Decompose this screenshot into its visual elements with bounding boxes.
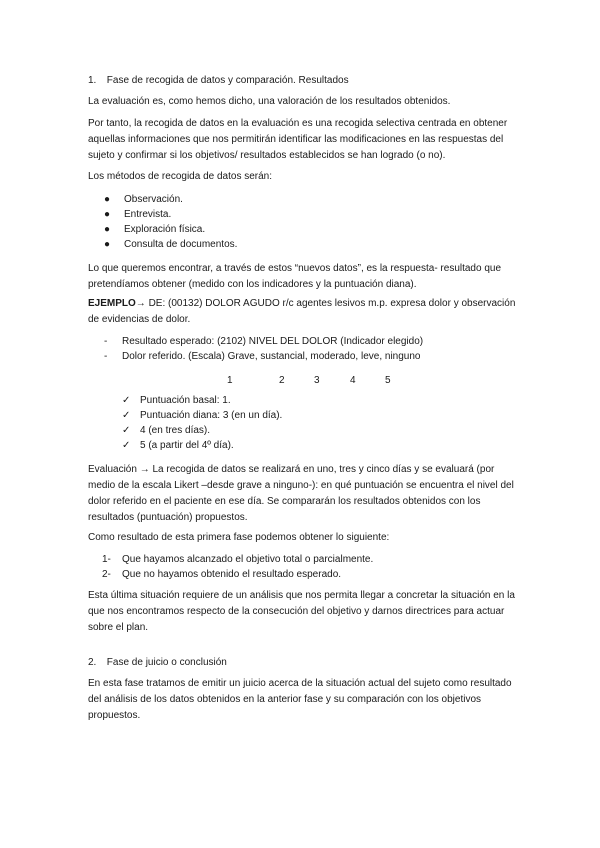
paragraph-new-data: Lo que queremos encontrar, a través de estos “nuevos datos”, es la respuesta- resultado que pretendíamos obtener (medido con los indicadores y la puntuación diana). <box>88 263 502 290</box>
scale-value: 4 <box>350 375 356 386</box>
section-1-heading <box>88 74 349 88</box>
list-item: ● Exploración física. <box>104 224 206 235</box>
bullet-icon: ● <box>104 194 111 205</box>
scale-value: 3 <box>314 375 320 386</box>
bullet-icon: ● <box>104 239 111 250</box>
bullet-icon: ● <box>104 209 111 220</box>
paragraph-judgment: En esta fase tratamos de emitir un juicio acerca de la situación actual del sujeto como resultado del análisis de los datos obtenidos en la anterior fase y su comparación con los objetivos propuestos. <box>88 678 512 721</box>
section-2-heading <box>88 656 227 670</box>
paragraph-evaluation-intro: La evaluación es, como hemos dicho, una valoración de los resultados obtenidos. <box>88 96 451 107</box>
paragraph-analysis: Esta última situación requiere de un análisis que nos permita llegar a concretar la situación en la que nos encontramos respecto de la consecución del objetivo y darnos directrices para actuar sobre el plan. <box>88 590 515 633</box>
paragraph-data-collection: Por tanto, la recogida de datos en la evaluación es una recogida selectiva centrada en obtener aquellas informaciones que nos permitirán identificar las modificaciones en las respuestas del sujeto y confirmar si los objetivos/ resultados establecidos se han logrado (o no). <box>88 118 508 161</box>
example-paragraph <box>88 296 518 328</box>
list-item: ✓ 5 (a partir del 4º día). <box>122 440 234 451</box>
list-item: 1- Que hayamos alcanzado el objetivo total o parcialmente. <box>102 554 374 565</box>
results-list <box>88 552 508 582</box>
section-2-title: Fase de juicio o conclusión <box>106 657 227 668</box>
list-item: - Dolor referido. (Escala) Grave, sustancial, moderado, leve, ninguno <box>104 351 421 362</box>
example-text: DE: (00132) DOLOR AGUDO r/c agentes lesivos m.p. expresa dolor y observación de evidencias de dolor. <box>88 298 516 325</box>
score-list <box>122 393 502 453</box>
list-item: ✓ Puntuación diana: 3 (en un día). <box>122 410 283 421</box>
example-label: EJEMPLO <box>88 298 136 309</box>
list-item: ● Observación. <box>104 194 183 205</box>
methods-list <box>88 192 508 252</box>
list-item: ✓ 4 (en tres días). <box>122 425 211 436</box>
list-item: ✓ Puntuación basal: 1. <box>122 395 231 406</box>
paragraph-evaluation-method: Evaluación → La recogida de datos se realizará en uno, tres y cinco días y se evaluará (por medio de la escala Likert –desde grave a ninguno-): en qué puntuación se encuentra el nivel del dolor referido en el paciente en ese día. Se compararán los resultados obtenidos con los resultados (puntuación) propuestos. <box>88 464 514 523</box>
check-icon: ✓ <box>122 410 131 421</box>
paragraph-methods-intro: Los métodos de recogida de datos serán: <box>88 171 273 182</box>
list-item: 2- Que no hayamos obtenido el resultado esperado. <box>102 569 342 580</box>
section-2-number: 2. <box>88 657 97 668</box>
paragraph-results-intro: Como resultado de esta primera fase podemos obtener lo siguiente: <box>88 532 390 543</box>
arrow-icon: → <box>135 298 146 309</box>
scale-value: 2 <box>279 375 285 386</box>
section-1-number: 1. <box>88 75 97 86</box>
check-icon: ✓ <box>122 395 131 406</box>
expected-result-list <box>88 334 508 364</box>
check-icon: ✓ <box>122 440 131 451</box>
scale-value: 5 <box>385 375 391 386</box>
list-item: - Resultado esperado: (2102) NIVEL DEL DOLOR (Indicador elegido) <box>104 336 424 347</box>
check-icon: ✓ <box>122 425 131 436</box>
bullet-icon: ● <box>104 224 111 235</box>
list-item: ● Entrevista. <box>104 209 172 220</box>
scale-value: 1 <box>227 375 233 386</box>
list-item: ● Consulta de documentos. <box>104 239 238 250</box>
section-1-title: Fase de recogida de datos y comparación. Resultados <box>106 75 349 86</box>
